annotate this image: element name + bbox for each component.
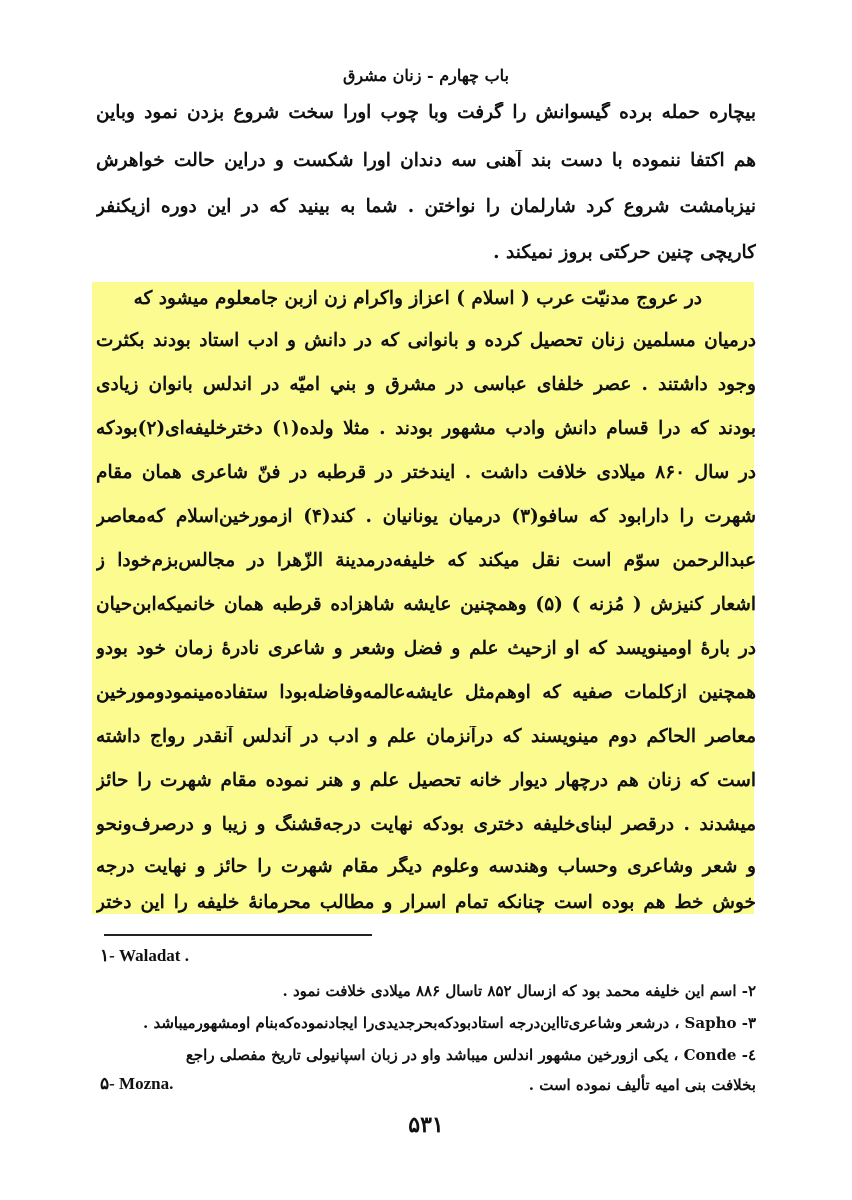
body-line: در سال ۸۶۰ میلادی خلافت داشت . ایندختر در قرطبه در فنّ شاعری همان مقام: [96, 462, 756, 483]
footnote-divider: [104, 934, 372, 936]
body-line: وجود داشتند . عصر خلفای عباسی در مشرق و بني اميّه در اندلس بانوان زیادی: [96, 374, 756, 395]
body-line: نیزبامشت شروع کرد شارلمان را نواختن . شما به بینید که در این دوره ازیکنفر: [96, 196, 756, 217]
body-line: است که زنان هم درچهار دیوار خانه تحصیل علم و هنر نموده مقام شهرت را حائز: [96, 770, 756, 791]
body-line: درمیان مسلمین زنان تحصیل کرده و بانوانی که در دانش و ادب استاد بودند بکثرت: [96, 330, 756, 351]
body-line: خوش خط هم بوده است چنانکه تمام اسرار و مطالب محرمانهٔ خلیفه را این دختر: [96, 892, 756, 913]
body-line: همچنین ازکلمات صفیه که اوهم‌مثل عایشه‌عالمه‌وفاضله‌بودا ستفاده‌مینمودومورخین: [96, 682, 756, 703]
body-line: شهرت را دارابود که سافو(۳) درمیان یونانیان . کند(۴) ازمورخین‌اسلام که‌معاصر: [96, 506, 756, 527]
page-number: ۵۳۱: [408, 1112, 444, 1138]
paragraph-start-line: در عروج مدنیّت عرب ( اسلام ) اعزاز واکرام زن ازبن جامعلوم میشود که: [133, 288, 702, 309]
body-line: عبدالرحمن سوّم است نقل میکند که خلیفه‌درمدینة الزّهرا در مجالس‌بزم‌خودا ز: [96, 550, 756, 571]
footnote-2: ۲- اسم این خلیفه محمد بود که ازسال ۸۵۲ تاسال ۸۸۶ میلادی خلافت نمود .: [282, 982, 756, 1000]
body-line: بودند که درا قسام دانش وادب مشهور بودند . مثلا ولده(۱) دخترخلیفه‌ای(۲)بودکه: [96, 418, 756, 439]
body-line: میشدند . درقصر لبنای‌خلیفه دختری بودکه نهایت درجه‌قشنگ و زیبا و درصرف‌ونحو: [96, 814, 756, 835]
running-header: باب چهارم - زنان مشرق: [343, 66, 509, 85]
footnote-4: ٤- Conde ، یکی ازورخین مشهور اندلس میباشد واو در زبان اسپانیولی تاریخ مفصلی راجع: [185, 1046, 756, 1064]
body-line: اشعار کنیزش ( مُزنه ) (۵) وهمچنین عایشه شاهزاده قرطبه همان خانمیکه‌ابن‌حیان: [96, 594, 756, 615]
body-line: در بارهٔ اومینویسد که او ازحیث علم و فضل وشعر و شاعری نادرهٔ زمان خود بودو: [96, 638, 756, 659]
body-line: و شعر وشاعری وحساب وهندسه وعلوم دیگر مقام شهرت را حائز و نهایت درجه: [96, 856, 756, 877]
body-line: کاریچی چنین حرکتی بروز نمیکند .: [493, 242, 756, 263]
footnote-1: ۱- Waladat .: [100, 946, 189, 965]
footnote-4-continued: بخلافت بنی امیه تألیف نموده است .: [528, 1076, 756, 1094]
body-line: هم اکتفا ننموده با دست بند آهنی سه دندان اورا شکست و دراین حالت خواهرش: [96, 150, 756, 171]
footnote-5: ۵- Mozna.: [100, 1074, 174, 1093]
body-line: بیچاره حمله برده گیسوانش را گرفت وبا چوب اورا سخت شروع بزدن نمود وباین: [96, 102, 756, 123]
footnote-3: ۳- Sapho ، درشعر وشاعری‌تااین‌درجه استادبودکه‌بحرجدیدی‌را ایجادنموده‌که‌بنام اومشهورمیباشد .: [143, 1014, 756, 1032]
body-line: معاصر الحاکم دوم مینویسند که درآنزمان علم و ادب در آندلس آنقدر رواج داشته: [96, 726, 756, 747]
